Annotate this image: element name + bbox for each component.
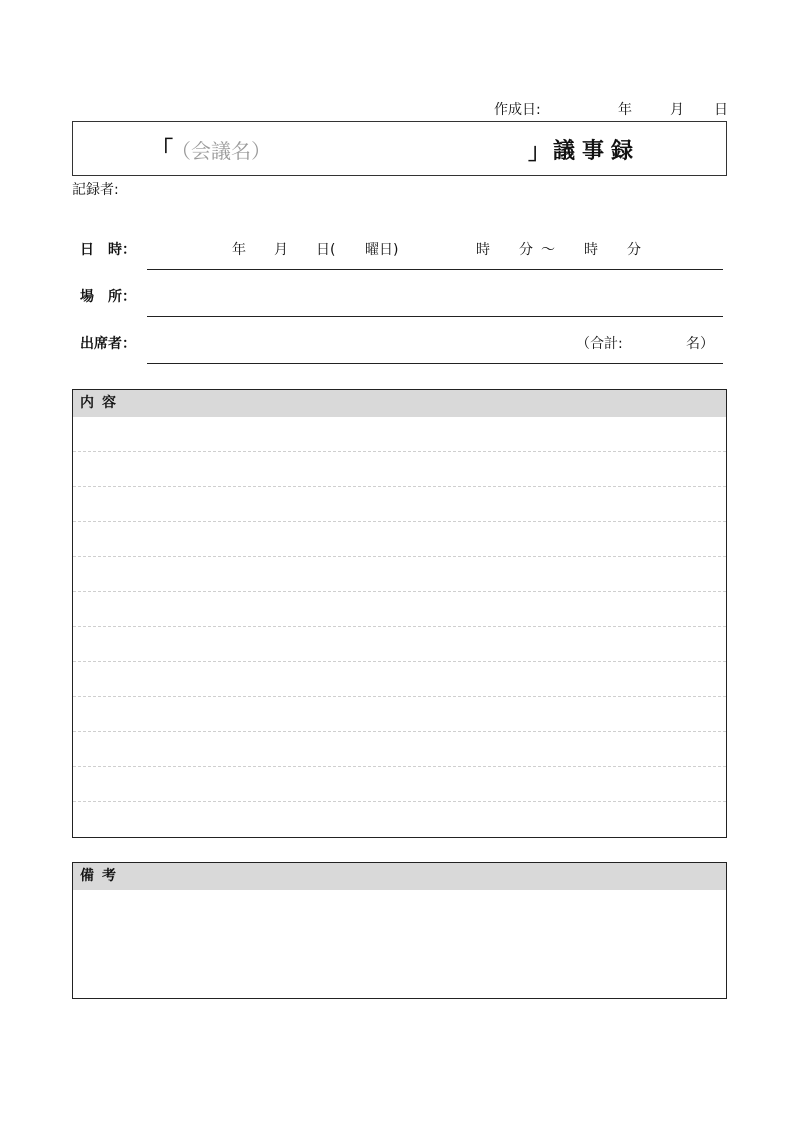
datetime-underline: [147, 269, 723, 270]
content-line[interactable]: [73, 802, 726, 837]
created-month-label: 月: [670, 102, 684, 118]
place-label: 場 所：: [80, 289, 136, 305]
content-line[interactable]: [73, 697, 726, 732]
notes-section: [72, 862, 727, 999]
dt-tilde: ～: [541, 242, 555, 258]
content-line[interactable]: [73, 452, 726, 487]
dt-hour-end: 時: [584, 242, 598, 258]
page-title: 議事録: [553, 139, 641, 164]
title-box: [72, 121, 727, 176]
content-line[interactable]: [73, 627, 726, 662]
content-line[interactable]: [73, 487, 726, 522]
dt-month: 月: [274, 242, 288, 258]
content-line[interactable]: [73, 732, 726, 767]
dt-minute-end: 分: [627, 242, 641, 258]
content-line[interactable]: [73, 522, 726, 557]
notes-field[interactable]: [73, 890, 726, 996]
datetime-label: 日 時：: [80, 242, 136, 258]
content-section-title: 内容: [73, 390, 726, 417]
attendees-underline: [147, 363, 723, 364]
meeting-name-field[interactable]: （会議名）: [171, 139, 271, 163]
creation-date: [494, 99, 730, 119]
datetime-field[interactable]: [0, 239, 800, 259]
attendees-total-open: （合計:: [576, 336, 623, 352]
dt-weekday: 曜日): [365, 242, 399, 258]
dt-minute-start: 分: [519, 242, 533, 258]
notes-section-title: 備考: [73, 863, 726, 890]
content-line[interactable]: [73, 557, 726, 592]
dt-day: 日(: [316, 242, 336, 258]
content-line[interactable]: [73, 592, 726, 627]
created-day-label: 日: [714, 102, 728, 118]
created-year-label: 年: [618, 102, 632, 118]
title-open-bracket: 「: [151, 138, 174, 163]
content-section: [72, 389, 727, 838]
place-underline: [147, 316, 723, 317]
dt-year: 年: [232, 242, 246, 258]
title-close-bracket: 」: [528, 140, 551, 165]
content-line[interactable]: [73, 767, 726, 802]
attendees-label: 出席者：: [80, 336, 136, 352]
attendees-field[interactable]: [147, 327, 723, 361]
created-label: 作成日:: [494, 102, 541, 118]
recorder-label: 記録者:: [72, 182, 119, 198]
content-lines[interactable]: [73, 417, 726, 837]
content-line[interactable]: [73, 662, 726, 697]
place-field[interactable]: [147, 280, 723, 314]
dt-hour-start: 時: [476, 242, 490, 258]
attendees-total-close: 名）: [686, 336, 714, 352]
content-line[interactable]: [73, 417, 726, 452]
